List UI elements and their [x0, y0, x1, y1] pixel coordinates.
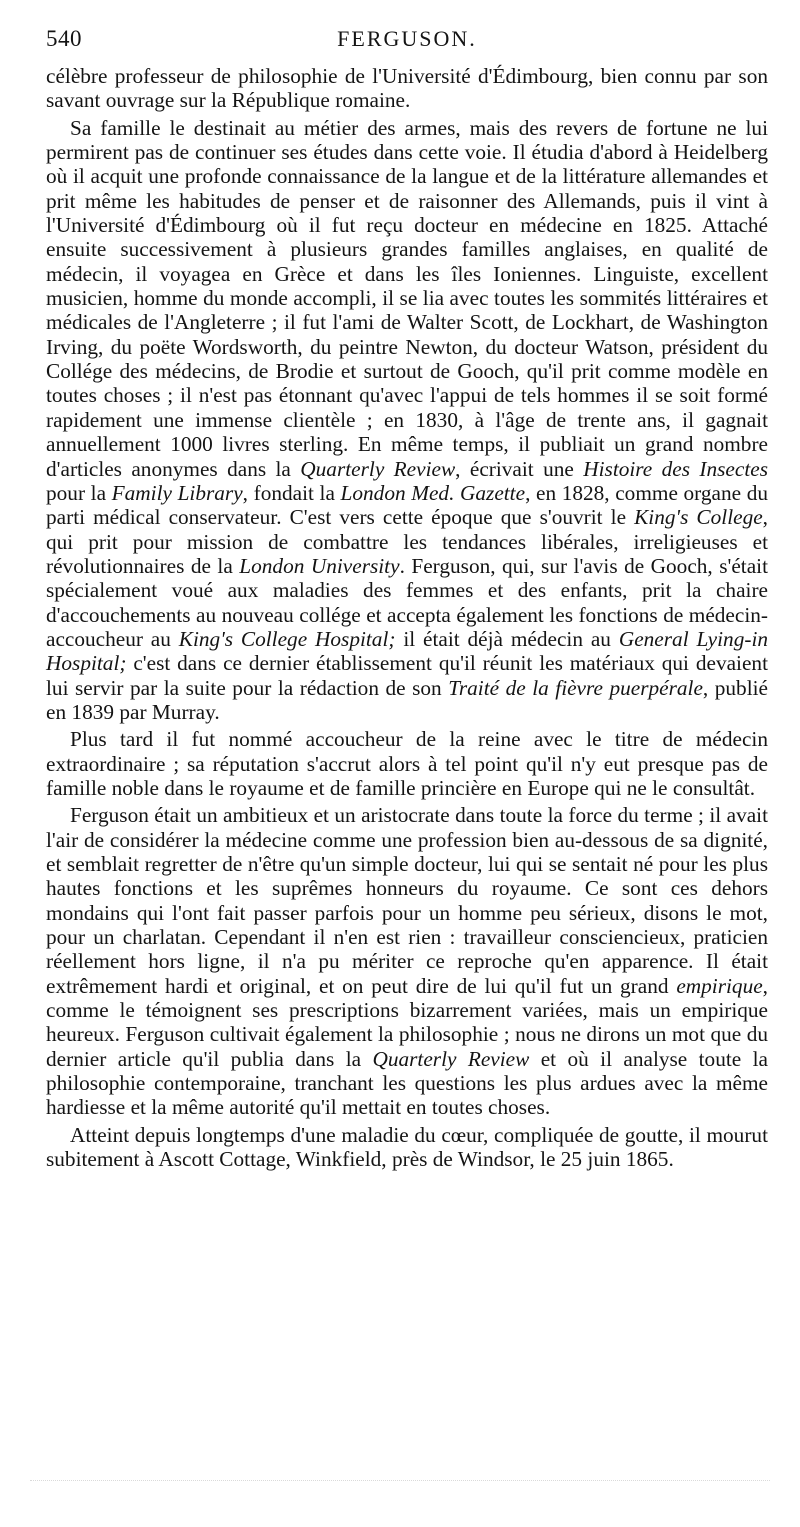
italic-title-quarterly-review: Quarterly Review	[372, 1046, 530, 1071]
text-run: Sa famille le destinait au métier des armes, mais des revers de fortune ne lui permirent pas de continuer ses études dans cette voie. Il étudia d'abord à Heidelberg où il acquit une profonde connaissance de la langue et de la littérature allemandes et prit même les habitudes de penser et de raisonner des Allemands, puis il vint à l'Université d'Édimbourg où il fut reçu docteur en médecine en 1825. Attaché ensuite successivement à plusieurs grandes familles anglaises, en qualité de médecin, il voyagea en Grèce et dans les îles Ioniennes. Linguiste, excellent musicien, homme du monde accompli, il se lia avec toutes les sommités littéraires et médicales de l'Angleterre ; il fut l'ami de Walter Scott, de Lockhart, de Washington Irving, du poëte Wordsworth, du peintre Newton, du docteur Watson, président du Collége des médecins, de Brodie et surtout de Gooch, qu'il prit comme modèle en toutes choses ; il n'est pas étonnant qu'avec l'appui de tels hommes il se soit formé rapidement une immense clientèle ; en 1830, à l'âge de trente ans, il gagnait annuellement 1000 livres sterling. En même temps, il publiait un grand nombre d'articles anonymes dans la	[46, 115, 768, 481]
body-text	[46, 64, 768, 1171]
text-run: et où il analyse toute la philosophie contemporaine, tranchant les questions les plus ardues avec la même hardiesse et la même autorité qu'il mettait en toutes choses.	[46, 1046, 768, 1120]
italic-name-general-lying-in-hospital: General Lying-in Hospital;	[46, 626, 769, 676]
text-run: , fondait la	[242, 480, 341, 505]
text-run: , qui prit pour mission de combattre les tendances libérales, irreligieuses et révolutionnaires de la	[46, 505, 768, 578]
italic-name-kings-college-hospital: King's College Hospital;	[178, 626, 396, 651]
page-header	[46, 0, 768, 58]
italic-title-traite-fievre-puerperale: Traité de la fièvre puerpérale	[448, 675, 703, 700]
italic-title-histoire-des-insectes: Histoire des Insectes	[583, 456, 768, 481]
italic-title-london-med-gazette: London Med. Gazette	[340, 480, 526, 505]
text-run: pour la	[46, 480, 112, 505]
scan-artifact-line	[30, 1480, 770, 1491]
text-run: Ferguson était un ambitieux et un aristocrate dans toute la force du terme ; il avait l'air de considérer la médecine comme une profession bien au-dessous de sa dignité, et semblait regretter de n'être qu'un simple docteur, lui qui se sentait né pour les plus hautes fonctions et les suprêmes honneurs du royaume. Ce sont ces dehors mondains qui l'ont fait passer parfois pour un homme peu sérieux, disons le mot, pour un charlatan. Cependant il n'en est rien : travailleur consciencieux, praticien réellement hors ligne, il n'a pu mériter ce reproche qu'en apparence. Il était extrêmement hardi et original, et on peut dire de lui qu'il fut un grand	[46, 803, 768, 998]
text-run: Plus tard il fut nommé accoucheur de la reine avec le titre de médecin extraordinaire ; sa réputation s'accrut alors à tel point qu'il n'y eut presque pas de famille noble dans le royaume et de famille princière en Europe qui ne le consultât.	[46, 727, 768, 800]
page-number: 540	[46, 26, 82, 51]
text-run: , écrivait une	[455, 456, 584, 481]
paragraph-biography	[46, 116, 768, 725]
text-run: , comme le témoignent ses prescriptions bizarrement variées, mais un empirique heureux. Ferguson cultivait également la philosophie ; nous ne dirons un mot que du dernier article qu'il publia dans la	[46, 973, 768, 1071]
text-run: c'est dans ce dernier établissement qu'il réunit les matériaux qui devaient lui servir par la suite pour la rédaction de son	[46, 651, 768, 700]
text-run: . Ferguson, qui, sur l'avis de Gooch, s'était spécialement voué aux maladies des femmes et des enfants, prit la chaire d'accouchements au nouveau collége et accepta également les fonctions de médecin-accoucheur au	[46, 553, 769, 651]
text-run: , en 1828, comme organe du parti médical conservateur. C'est vers cette époque que s'ouvrit le	[46, 480, 768, 530]
italic-name-london-university: London University	[239, 553, 400, 578]
book-page	[46, 0, 768, 1527]
text-run: il était déjà médecin au	[395, 626, 619, 651]
italic-word-empirique: empirique	[676, 973, 763, 998]
italic-name-kings-college: King's College	[634, 505, 763, 530]
text-run: célèbre professeur de philosophie de l'Université d'Édimbourg, bien connu par son savant ouvrage sur la République romaine.	[46, 64, 768, 113]
italic-title-quarterly-review: Quarterly Review	[300, 456, 456, 481]
text-run: , publié en 1839 par Murray.	[46, 675, 768, 724]
text-run: Atteint depuis longtemps d'une maladie du cœur, compliquée de goutte, il mourut subitement à Ascott Cottage, Winkfield, près de Windsor, le 25 juin 1865.	[46, 1122, 768, 1172]
italic-title-family-library: Family Library	[111, 480, 243, 505]
paragraph-death	[46, 1123, 768, 1172]
paragraph-continuation	[46, 64, 768, 113]
paragraph-character	[46, 803, 768, 1119]
paragraph-royal-appointment	[46, 727, 768, 800]
running-title: FERGUSON.	[337, 26, 477, 51]
